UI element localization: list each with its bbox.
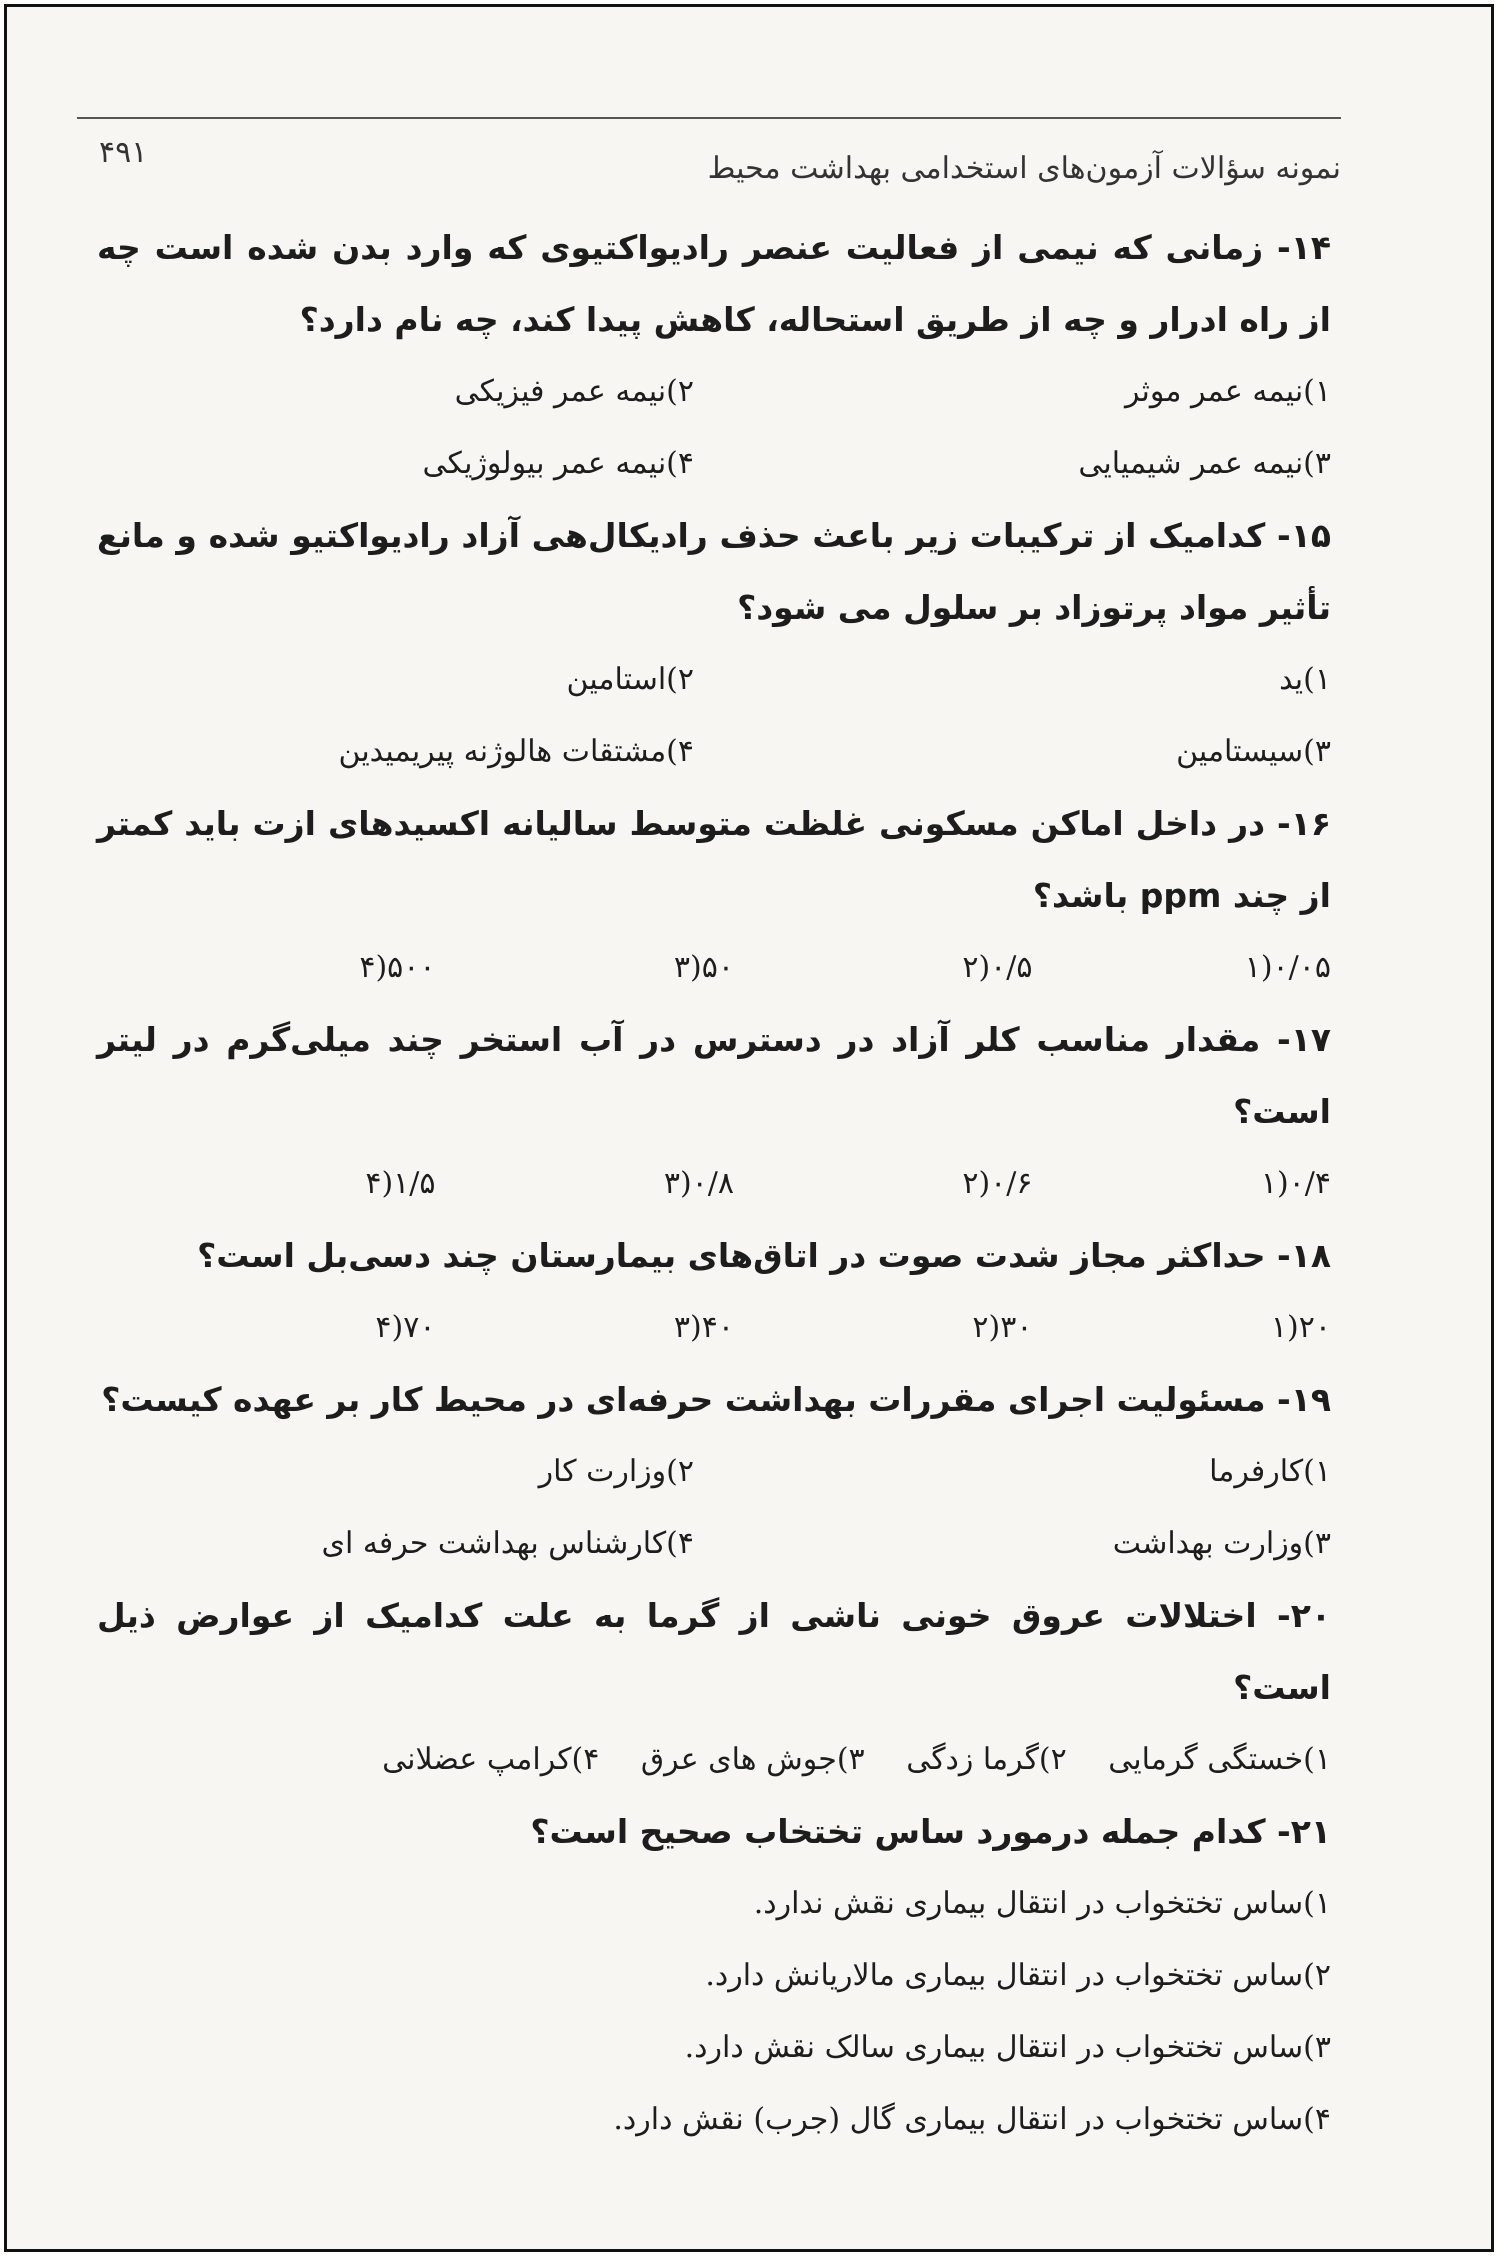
option-3: ۳)جوش های عرق (640, 1742, 865, 1777)
option-4: ۴)مشتقات هالوژنه پیریمیدین (338, 734, 694, 769)
question-16 (97, 788, 1331, 1004)
option-3: ۳)سیستامین (1176, 734, 1331, 769)
question-text: ۲۰- اختلالات عروق خونی ناشی از گرما به علت کدامیک از عوارض ذیل است؟ (97, 1596, 1331, 1707)
question-17 (97, 1004, 1331, 1220)
question-21 (97, 1796, 1331, 2156)
option-1: ۱)کارفرما (1209, 1454, 1331, 1489)
option-4: ۷۰(۴ (375, 1310, 436, 1345)
page-number: ۴۹۱ (99, 135, 148, 170)
options (97, 1724, 1331, 1796)
question-text: ۱۷- مقدار مناسب کلر آزاد در دسترس در آب استخر چند میلی‌گرم در لیتر است؟ (97, 1020, 1331, 1131)
option-1: ۰/۰۵(۱ (1244, 950, 1331, 985)
option-1: ۲۰(۱ (1270, 1310, 1331, 1345)
option-4: ۵۰۰(۴ (359, 950, 436, 985)
option-3: ۵۰(۳ (673, 950, 734, 985)
options (97, 1436, 1331, 1580)
question-text: ۱۹- مسئولیت اجرای مقررات بهداشت حرفه‌ای در محیط کار بر عهده کیست؟ (101, 1380, 1331, 1419)
page-header (77, 117, 1341, 197)
options (97, 644, 1331, 788)
options (97, 1868, 1331, 2156)
option-3: ۰/۸(۳ (663, 1166, 734, 1201)
option-2: ۲)ساس تختخواب در انتقال بیماری مالاریانش دارد. (705, 1958, 1331, 1993)
question-list (97, 212, 1331, 2156)
option-1: ۱)نیمه عمر موثر (1125, 374, 1331, 409)
option-1: ۱)خستگی گرمایی (1108, 1742, 1331, 1777)
option-3: ۴۰(۳ (673, 1310, 734, 1345)
question-text: ۱۵- کدامیک از ترکیبات زیر باعث حذف رادیکال‌هی آزاد رادیواکتیو شده و مانع تأثیر مواد پرتوزاد بر سلول می شود؟ (97, 516, 1331, 627)
option-4: ۱/۵(۴ (365, 1166, 436, 1201)
option-3: ۳)نیمه عمر شیمیایی (1078, 446, 1331, 481)
question-text: ۱۸- حداکثر مجاز شدت صوت در اتاق‌های بیمارستان چند دسی‌بل است؟ (197, 1236, 1331, 1275)
option-2: ۰/۶(۲ (962, 1166, 1033, 1201)
options (97, 932, 1331, 1004)
question-text: ۱۶- در داخل اماکن مسکونی غلظت متوسط سالیانه اکسیدهای ازت باید کمتر از چند ppm باشد؟ (97, 804, 1331, 915)
header-rule (77, 117, 1341, 119)
options (97, 356, 1331, 500)
question-18 (97, 1220, 1331, 1364)
option-1: ۱)ساس تختخواب در انتقال بیماری نقش ندارد. (753, 1886, 1331, 1921)
question-text: ۲۱- کدام جمله درمورد ساس تختخاب صحیح است؟ (530, 1812, 1331, 1851)
option-2: ۲)وزارت کار (538, 1454, 694, 1489)
question-text: ۱۴- زمانی که نیمی از فعالیت عنصر رادیواکتیوی که وارد بدن شده است چه از راه ادرار و چه از طریق استحاله، کاهش پیدا کند، چه نام دارد؟ (97, 228, 1331, 339)
option-2: ۲)نیمه عمر فیزیکی (454, 374, 694, 409)
option-4: ۴)نیمه عمر بیولوژیکی (422, 446, 694, 481)
option-4: ۴)کرامپ عضلانی (382, 1742, 600, 1777)
question-14 (97, 212, 1331, 500)
page-frame (4, 4, 1494, 2252)
option-4: ۴)ساس تختخواب در انتقال بیماری گال (جرب) نقش دارد. (613, 2102, 1331, 2137)
question-20 (97, 1580, 1331, 1796)
option-1: ۱)ید (1279, 662, 1331, 697)
option-2: ۳۰(۲ (972, 1310, 1033, 1345)
option-2: ۰/۵(۲ (962, 950, 1033, 985)
question-15 (97, 500, 1331, 788)
option-3: ۳)ساس تختخواب در انتقال بیماری سالک نقش دارد. (684, 2030, 1331, 2065)
question-19 (97, 1364, 1331, 1580)
options (97, 1292, 1331, 1364)
options (97, 1148, 1331, 1220)
option-2: ۲)گرما زدگی (906, 1742, 1067, 1777)
option-3: ۳)وزارت بهداشت (1112, 1526, 1331, 1561)
option-4: ۴)کارشناس بهداشت حرفه ای (321, 1526, 694, 1561)
option-2: ۲)استامین (566, 662, 694, 697)
option-1: ۰/۴(۱ (1260, 1166, 1331, 1201)
header-title: نمونه سؤالات آزمون‌های استخدامی بهداشت محیط (707, 151, 1341, 186)
